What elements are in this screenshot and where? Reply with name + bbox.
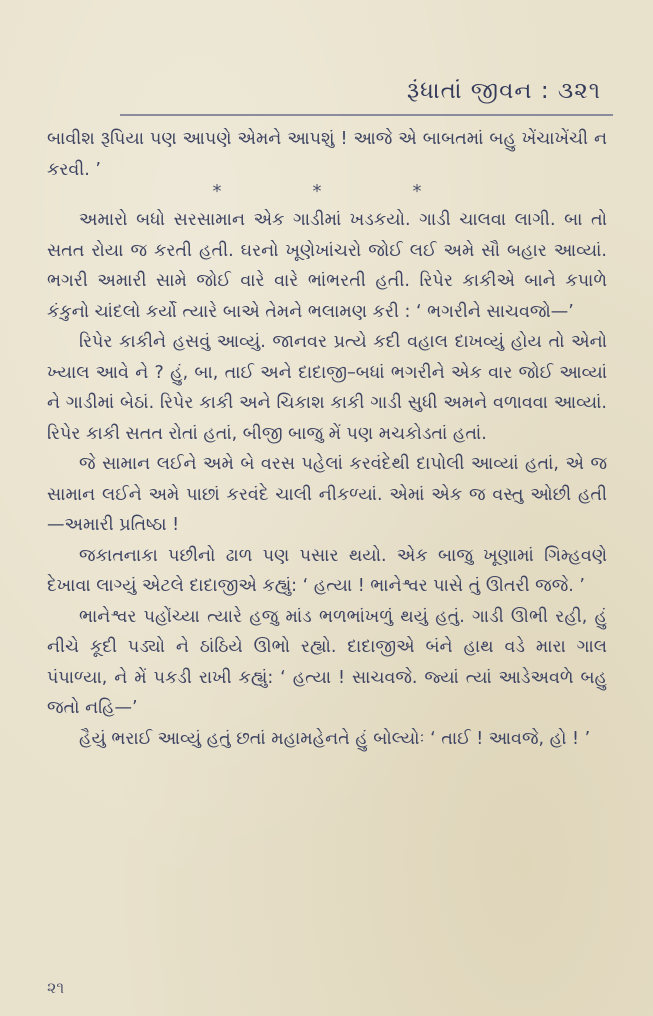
page-number: ૨૧: [47, 978, 65, 997]
section-separator: [167, 179, 467, 205]
paragraph: જકાતનાકા પછીનો ઢાળ પણ પસાર થયો. એક બાજુ ખૂણામાં ગિમ્હવણે દેખાવા લાગ્યું એટલે દાદાજીએ કહ્યું: ‘ હત્યા ! ભાનેશ્વર પાસે તું ઊતરી જજે. ’: [47, 545, 607, 596]
separator-asterisk: *: [212, 181, 222, 202]
running-header: રૂંધાતાં જીવન : ૩૨૧: [406, 78, 601, 104]
body-text: [47, 124, 607, 754]
paragraph: હૈયું ભરાઈ આવ્યું હતું છતાં મહામહેનતે હું બોલ્યોઃ ‘ તાઈ ! આવજે, હો ! ’: [79, 728, 591, 749]
separator-asterisk: *: [412, 181, 422, 202]
paragraph-continuation: બાવીશ રૂપિયા પણ આપણે એમને આપશું ! આજે એ બાબતમાં બહુ ખેંચાખેંચી ન કરવી. ’: [47, 129, 607, 180]
separator-asterisk: *: [312, 181, 322, 202]
header-rule: [120, 114, 613, 116]
paragraph: ભાનેશ્વર પહોંચ્યા ત્યારે હજુ માંડ ભળભાંખળું થયું હતું. ગાડી ઊભી રહી, હું નીચે કૂદી પડ્યો ને ઠાંઠિયે ઊભો રહ્યો. દાદાજીએ બંને હાથ વડે મારા ગાલ પંપાળ્યા, ને મેં પકડી રાખી કહ્યું: ‘ હત્યા ! સાચવજે. જ્યાં ત્યાં આડેઅવળે બહુ જતો નહિ—’: [47, 606, 607, 718]
paragraph: જે સામાન લઈને અમે બે વરસ પહેલાં કરવંદેથી દાપોલી આવ્યાં હતાં, એ જ સામાન લઈને અમે પાછાં કરવંદે ચાલી નીકળ્યાં. એમાં એક જ વસ્તુ ઓછી હતી—અમારી પ્રતિષ્ઠા !: [47, 454, 607, 535]
paragraph: અમારો બધો સરસામાન એક ગાડીમાં ખડકયો. ગાડી ચાલવા લાગી. બા તો સતત રોયા જ કરતી હતી. ઘરનો ખૂણેખાંચરો જોઈ લઈ અમે સૌ બહાર આવ્યાં. ભગરી અમારી સામે જોઈ વારે વારે ભાંભરતી હતી. રિપેર કાકીએ બાને કપાળે કંકુનો ચાંદલો કર્યો ત્યારે બાએ તેમને ભલામણ કરી : ‘ ભગરીને સાચવજો—’: [47, 210, 607, 322]
paragraph: રિપેર કાકીને હસવું આવ્યું. જાનવર પ્રત્યે કદી વહાલ દાખવ્યું હોય તો એનો ખ્યાલ આવે ને ? હું, બા, તાઈ અને દાદાજી–બધાં ભગરીને એક વાર જોઈ આવ્યાં ને ગાડીમાં બેઠાં. રિપેર કાકી અને ચિકાશ કાકી ગાડી સુધી અમને વળાવવા આવ્યાં. રિપેર કાકી સતત રોતાં હતાં, બીજી બાજુ મેં પણ મચકોડતાં હતાં.: [47, 332, 607, 444]
